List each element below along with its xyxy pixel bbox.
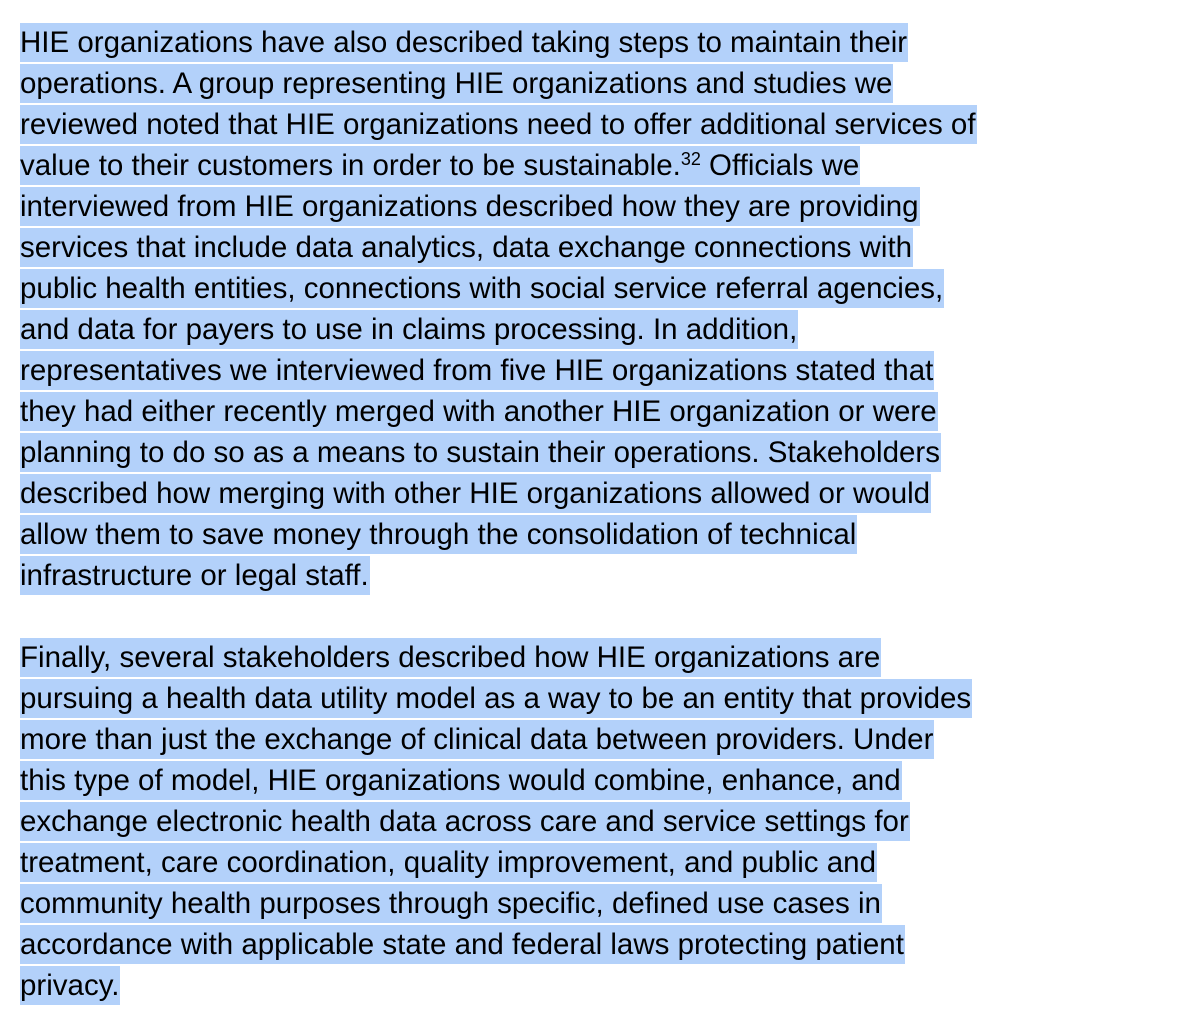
- text-line: [20, 186, 1170, 227]
- text-line: [20, 473, 1170, 514]
- text-line: [20, 309, 1170, 350]
- selected-text: they had either recently merged with another HIE organization or were: [20, 392, 938, 431]
- text-line: [20, 145, 1170, 186]
- selected-text: HIE organizations have also described taking steps to maintain their: [20, 23, 908, 62]
- text-line: [20, 514, 1170, 555]
- selected-text: accordance with applicable state and federal laws protecting patient: [20, 925, 905, 964]
- text-line: [20, 63, 1170, 104]
- selected-text: interviewed from HIE organizations described how they are providing: [20, 187, 920, 226]
- text-line: [20, 227, 1170, 268]
- document-body: [20, 22, 1170, 1006]
- selected-text: exchange electronic health data across care and service settings for: [20, 802, 910, 841]
- text-line: [20, 842, 1170, 883]
- text-line: [20, 391, 1170, 432]
- selected-text: treatment, care coordination, quality improvement, and public and: [20, 843, 877, 882]
- text-line: [20, 432, 1170, 473]
- selected-text: and data for payers to use in claims processing. In addition,: [20, 310, 798, 349]
- text-line: [20, 883, 1170, 924]
- selected-text: infrastructure or legal staff.: [20, 556, 370, 595]
- selected-text: [20, 146, 860, 185]
- selected-text: this type of model, HIE organizations would combine, enhance, and: [20, 761, 902, 800]
- text-line: [20, 801, 1170, 842]
- selected-text: Finally, several stakeholders described how HIE organizations are: [20, 638, 881, 677]
- text-line: [20, 22, 1170, 63]
- selected-text: allow them to save money through the consolidation of technical: [20, 515, 857, 554]
- text-segment: value to their customers in order to be sustainable.: [20, 149, 681, 182]
- text-line: [20, 268, 1170, 309]
- text-line: [20, 104, 1170, 145]
- selected-text: described how merging with other HIE organizations allowed or would: [20, 474, 931, 513]
- selected-text: pursuing a health data utility model as a way to be an entity that provides: [20, 679, 972, 718]
- selected-text: services that include data analytics, data exchange connections with: [20, 228, 913, 267]
- footnote-marker[interactable]: 32: [680, 149, 701, 169]
- paragraph-2: [20, 637, 1170, 1006]
- selected-text: planning to do so as a means to sustain their operations. Stakeholders: [20, 433, 941, 472]
- text-line: [20, 760, 1170, 801]
- selected-text: reviewed noted that HIE organizations need to offer additional services of: [20, 105, 977, 144]
- selected-text: more than just the exchange of clinical data between providers. Under: [20, 720, 934, 759]
- selected-text: operations. A group representing HIE organizations and studies we: [20, 64, 893, 103]
- text-line: [20, 637, 1170, 678]
- text-line: [20, 555, 1170, 596]
- text-line: [20, 719, 1170, 760]
- selected-text: public health entities, connections with social service referral agencies,: [20, 269, 944, 308]
- text-line: [20, 350, 1170, 391]
- text-line: [20, 965, 1170, 1006]
- selected-text: community health purposes through specific, defined use cases in: [20, 884, 882, 923]
- paragraph-1: [20, 22, 1170, 596]
- selected-text: privacy.: [20, 966, 120, 1005]
- text-line: [20, 924, 1170, 965]
- text-segment: Officials we: [700, 149, 860, 182]
- selected-text: representatives we interviewed from five HIE organizations stated that: [20, 351, 934, 390]
- text-line: [20, 678, 1170, 719]
